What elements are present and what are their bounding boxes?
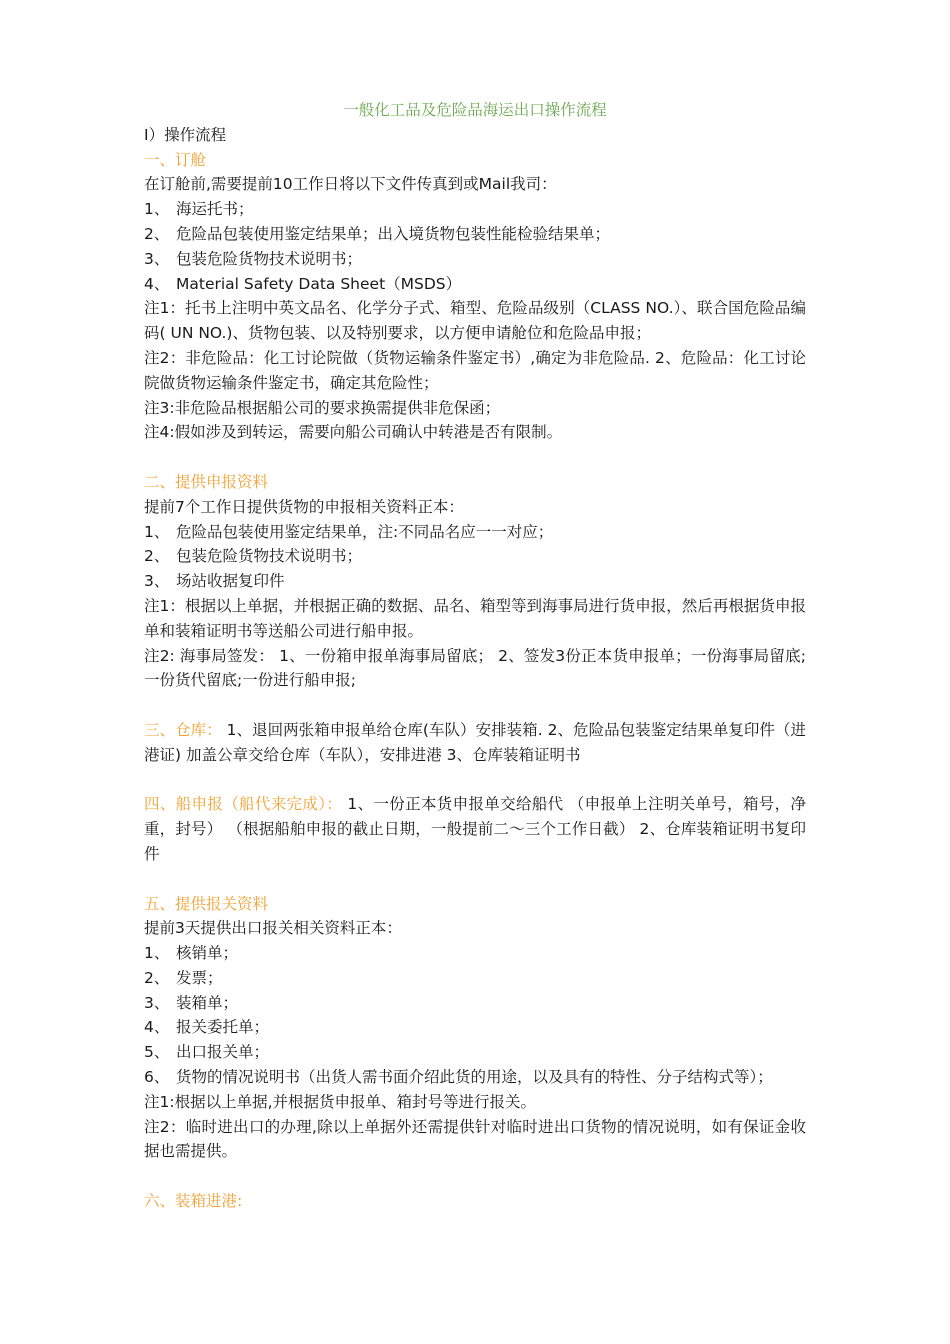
section-4-heading: 四、船申报（船代来完成）： [144,795,343,814]
list-item: 3、 装箱单； [144,993,239,1012]
section-5-intro: 提前3天提供出口报关相关资料正本： [144,919,402,938]
list-item: 4、 报关委托单； [144,1018,270,1037]
section-2-intro: 提前7个工作日提供货物的申报相关资料正本： [144,497,464,516]
list-item: 4、 Material Safety Data Sheet（MSDS） [144,274,462,293]
note-paragraph: 注1：托书上注明中英文品名、化学分子式、箱型、危险品级别（CLASS NO.）、联合国危险品编码( UN NO.)、货物包装、以及特别要求，以方便申请舱位和危险品申报； [144,299,806,343]
document-page [144,98,806,1214]
document-title: 一般化工品及危险品海运出口操作流程 [343,101,607,119]
section-1-heading: 一、订舱 [144,150,207,169]
note-paragraph: 注1:根据以上单据,并根据货申报单、箱封号等进行报关。 [144,1092,537,1111]
list-item: 1、 核销单； [144,944,239,963]
note-paragraph: 注3:非危险品根据船公司的要求换需提供非危保函； [144,398,501,417]
spacer [144,768,806,793]
list-item: 3、 场站收据复印件 [144,572,285,591]
note-paragraph: 注2：临时进出口的办理,除以上单据外还需提供针对临时进出口货物的情况说明，如有保证金收据也需提供。 [144,1117,806,1161]
section-3-paragraph [144,718,806,768]
section-4-body: 1、一份正本货申报单交给船代 （申报单上注明关单号，箱号，净重，封号） （根据船舶申报的截止日期，一般提前二～三个工作日截） 2、仓库装箱证明书复印件 [144,795,806,863]
list-item: 2、 包装危险货物技术说明书； [144,547,363,566]
section-3-heading: 三、仓库： [144,720,222,739]
note-paragraph: 注4:假如涉及到转运，需要向船公司确认中转港是否有限制。 [144,423,563,442]
list-item: 1、 海运托书； [144,200,254,219]
section-4-paragraph [144,792,806,866]
list-item: 5、 出口报关单； [144,1043,270,1062]
list-item: 1、 危险品包装使用鉴定结果单，注:不同品名应一一对应； [144,522,554,541]
note-paragraph: 注2: 海事局签发： 1、一份箱申报单海事局留底； 2、签发3份正本货申报单；一份海事局留底; 一份货代留底;一份进行船申报; [144,646,806,690]
spacer [144,693,806,718]
note-paragraph: 注1：根据以上单据，并根据正确的数据、品名、箱型等到海事局进行货申报，然后再根据货申报单和装箱证明书等送船公司进行船申报。 [144,596,806,640]
section-1-intro: 在订舱前,需要提前10工作日将以下文件传真到或Mail我司： [144,175,557,194]
list-item: 6、 货物的情况说明书（出货人需书面介绍此货的用途，以及具有的特性、分子结构式等）； [144,1068,773,1087]
spacer [144,867,806,892]
section-label: Ⅰ）操作流程 [144,125,227,144]
section-3-body: 1、退回两张箱申报单给仓库(车队）安排装箱. 2、危险品包装鉴定结果单复印件（进港证) 加盖公章交给仓库（车队），安排进港 3、仓库装箱证明书 [144,720,806,764]
list-item: 2、 发票； [144,968,223,987]
spacer [144,445,806,470]
section-6-heading: 六、装箱进港: [144,1192,243,1211]
section-5-heading: 五、提供报关资料 [144,894,269,913]
spacer [144,1164,806,1189]
list-item: 3、 包装危险货物技术说明书； [144,249,363,268]
note-paragraph: 注2：非危险品：化工讨论院做（货物运输条件鉴定书）,确定为非危险品. 2、危险品：化工讨论院做货物运输条件鉴定书，确定其危险性； [144,348,806,392]
section-2-heading: 二、提供申报资料 [144,472,269,491]
list-item: 2、 危险品包装使用鉴定结果单；出入境货物包装性能检验结果单； [144,224,611,243]
